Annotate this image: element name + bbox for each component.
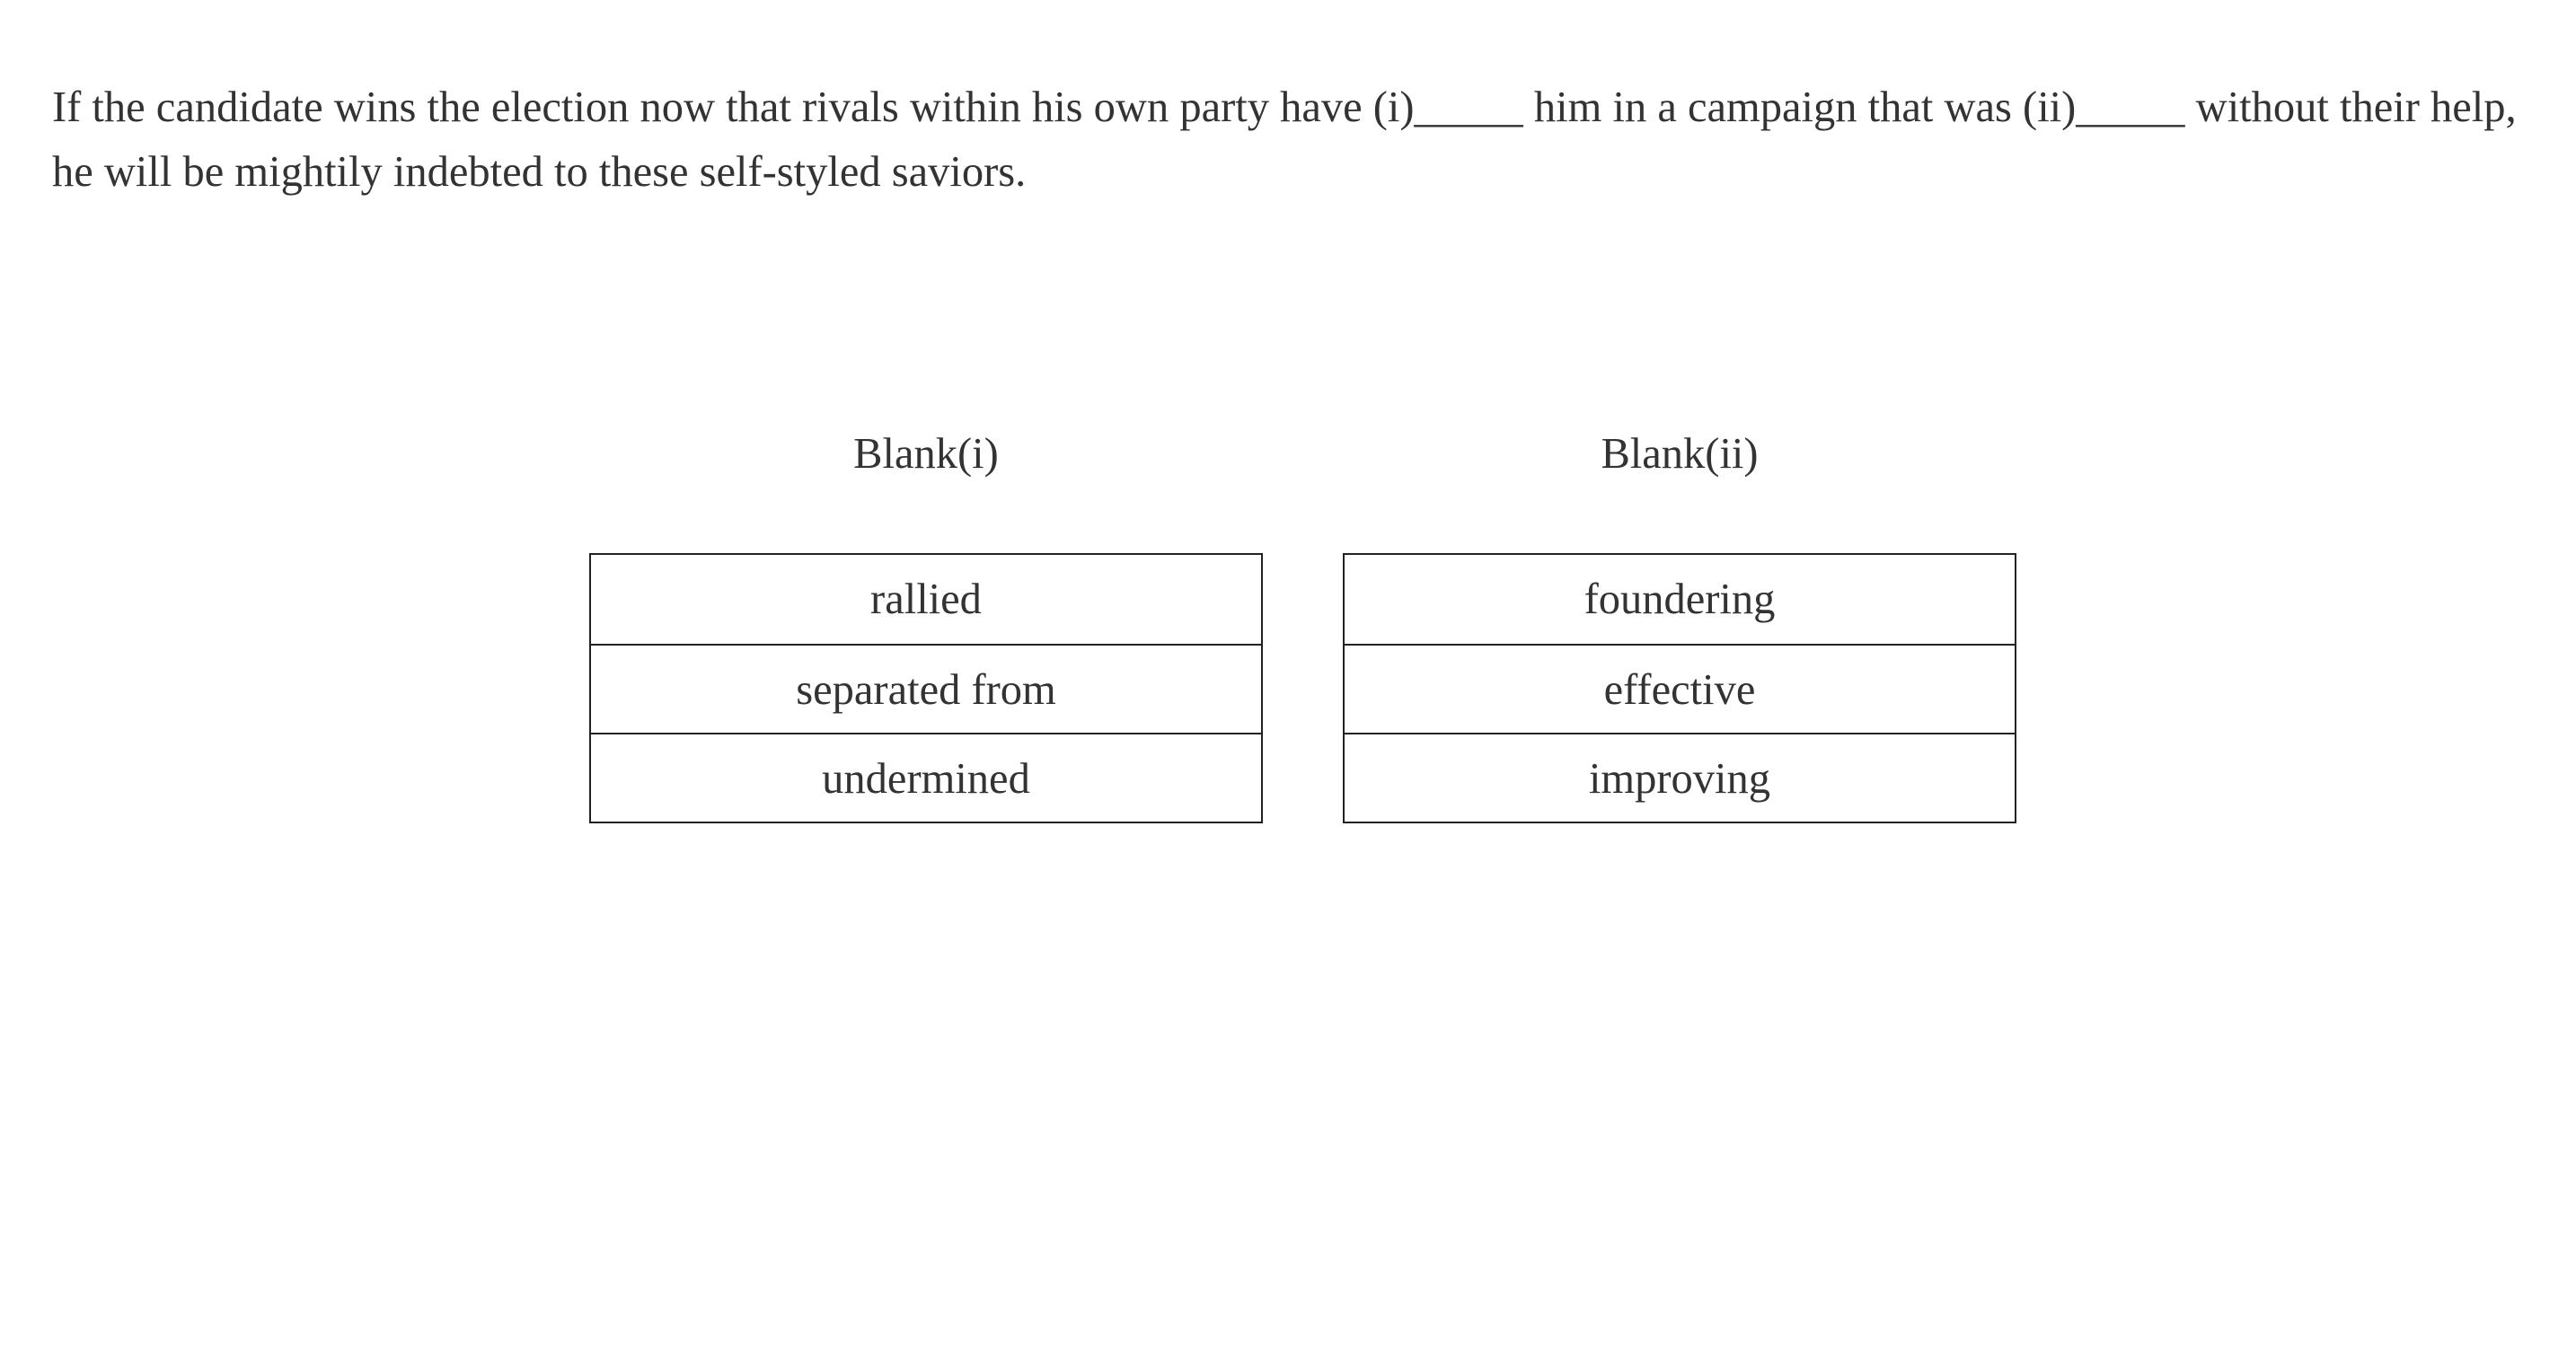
- question-text: If the candidate wins the election now that rivals within his own party have (i)_____ him in a campaign that was (ii)_____ without their help, he will be mightily indebted to these self-styled saviors.: [52, 84, 2517, 196]
- blank-i-options: [589, 553, 1263, 823]
- blank-ii-option-foundering[interactable]: foundering: [1584, 576, 1776, 623]
- blank-ii-options: [1343, 553, 2016, 823]
- blank-ii-option-improving[interactable]: improving: [1345, 733, 2015, 822]
- blank-i-heading: Blank(i): [853, 430, 999, 478]
- blank-i-option-separated-from[interactable]: separated from: [591, 644, 1261, 733]
- blank-ii-option-effective[interactable]: effective: [1345, 644, 2015, 733]
- blank-i-option-rallied[interactable]: rallied: [870, 576, 982, 623]
- blank-ii-group: [1343, 422, 2016, 823]
- blank-ii-heading: Blank(ii): [1601, 430, 1759, 478]
- blank-i-group: [589, 422, 1263, 823]
- blank-i-option-undermined[interactable]: undermined: [591, 733, 1261, 822]
